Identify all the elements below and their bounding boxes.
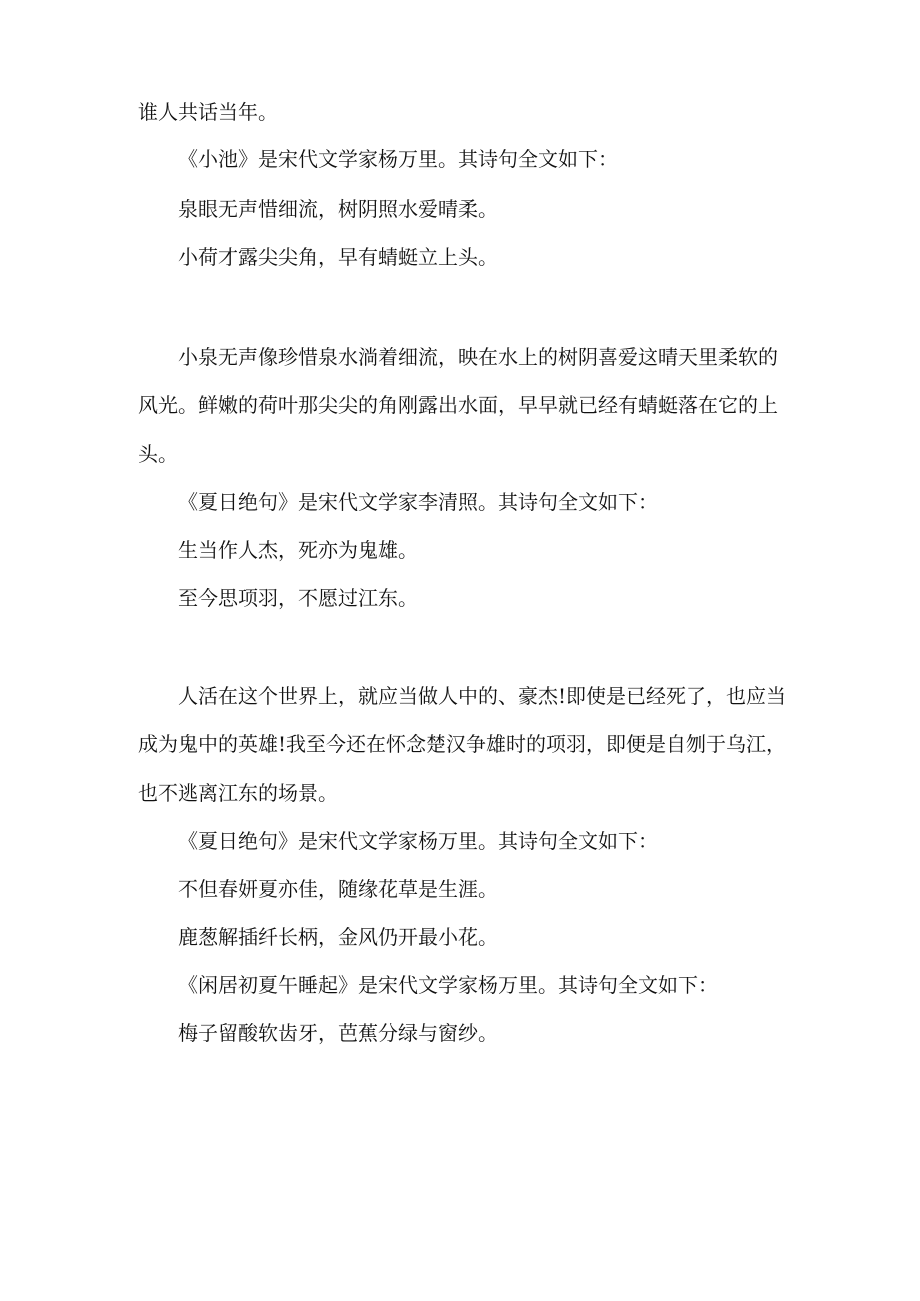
poem-intro-line: 《夏日绝句》是宋代文学家杨万里。其诗句全文如下： xyxy=(178,829,658,853)
poem-intro-line: 《闲居初夏午睡起》是宋代文学家杨万里。其诗句全文如下： xyxy=(178,973,718,997)
poem-intro-line: 《小池》是宋代文学家杨万里。其诗句全文如下： xyxy=(178,147,618,171)
poem-verse-line: 鹿葱解插纤长柄，金风仍开最小花。 xyxy=(178,925,498,949)
paragraph-line: 小泉无声像珍惜泉水淌着细流，映在水上的树阴喜爱这晴天里柔软的 xyxy=(178,345,778,369)
poem-verse-line: 梅子留酸软齿牙，芭蕉分绿与窗纱。 xyxy=(178,1021,498,1045)
text-line: 谁人共话当年。 xyxy=(138,100,278,124)
poem-verse-line: 不但春妍夏亦佳，随缘花草是生涯。 xyxy=(178,877,498,901)
paragraph-line: 也不逃离江东的场景。 xyxy=(138,781,338,805)
paragraph-line: 人活在这个世界上，就应当做人中的、豪杰!即使是已经死了，也应当 xyxy=(178,684,787,708)
poem-intro-line: 《夏日绝句》是宋代文学家李清照。其诗句全文如下： xyxy=(178,490,658,514)
paragraph-line: 风光。鲜嫩的荷叶那尖尖的角刚露出水面，早早就已经有蜻蜓落在它的上 xyxy=(138,393,778,417)
poem-verse-line: 生当作人杰，死亦为鬼雄。 xyxy=(178,538,418,562)
poem-verse-line: 小荷才露尖尖角，早有蜻蜓立上头。 xyxy=(178,245,498,269)
paragraph-line: 成为鬼中的英雄!我至今还在怀念楚汉争雄时的项羽，即便是自刎于乌江， xyxy=(138,732,787,756)
poem-verse-line: 至今思项羽，不愿过江东。 xyxy=(178,586,418,610)
poem-verse-line: 泉眼无声惜细流，树阴照水爱晴柔。 xyxy=(178,197,498,221)
paragraph-line: 头。 xyxy=(138,442,178,466)
